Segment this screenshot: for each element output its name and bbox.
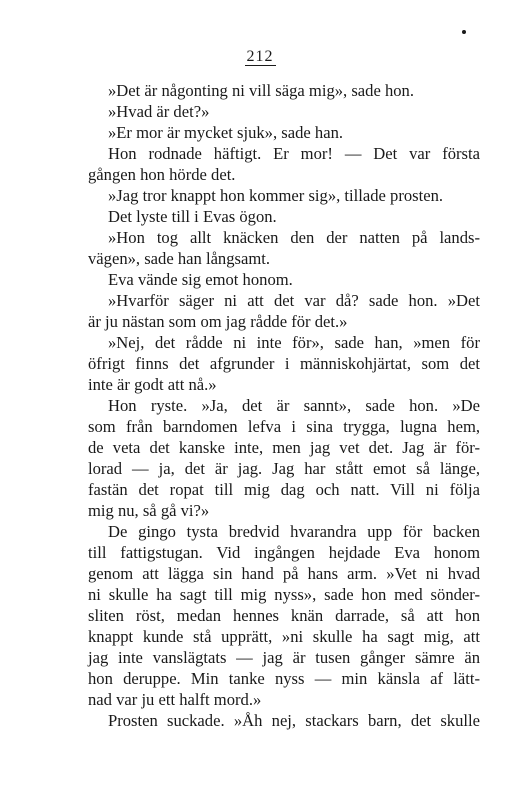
ink-speck: [462, 30, 466, 34]
body-text: [88, 80, 480, 731]
text-line: som från barndomen lefva i sina trygga, lugna hem,: [88, 417, 480, 436]
text-line: de veta det kanske inte, men jag vet det. Jag är för-: [88, 438, 480, 457]
text-line: »Hvad är det?»: [108, 102, 210, 121]
text-line: inte är godt att nå.»: [88, 375, 217, 394]
text-line: Eva vände sig emot honom.: [108, 270, 293, 289]
text-line: nad var ju ett halft mord.»: [88, 690, 262, 709]
text-line: ni skulle ha sagt till mig nyss», sade hon med sönder-: [88, 585, 480, 604]
text-line: till fattigstugan. Vid ingången hejdade Eva honom: [88, 543, 480, 562]
text-line: Det lyste till i Evas ögon.: [108, 207, 277, 226]
text-line: är ju nästan som om jag rådde för det.»: [88, 312, 348, 331]
text-line: öfrigt finns det afgrunder i människohjärtat, som det: [88, 354, 480, 373]
text-line: »Det är någonting ni vill säga mig», sade hon.: [108, 81, 415, 100]
page-number: [0, 48, 520, 66]
text-line: »Jag tror knappt hon kommer sig», tillade prosten.: [108, 186, 444, 205]
page-number-text: 212: [246, 48, 274, 65]
text-line: mig nu, så gå vi?»: [88, 501, 210, 520]
text-line: hon deruppe. Min tanke nyss — min känsla af lätt-: [88, 669, 480, 688]
text-line: gången hon hörde det.: [88, 165, 236, 184]
text-line: »Er mor är mycket sjuk», sade han.: [108, 123, 344, 142]
text-line: De gingo tysta bredvid hvarandra upp för backen: [108, 522, 480, 541]
text-line: Hon rodnade häftigt. Er mor! — Det var första: [108, 144, 480, 163]
text-line: »Nej, det rådde ni inte för», sade han, »men för: [108, 333, 480, 352]
text-line: Hon ryste. »Ja, det är sannt», sade hon. »De: [108, 396, 480, 415]
text-line: Prosten suckade. »Åh nej, stackars barn, det skulle: [108, 711, 480, 730]
text-line: genom att lägga sin hand på hans arm. »Vet ni hvad: [88, 564, 480, 583]
text-line: jag inte vanslägtats — jag är tusen gånger sämre än: [88, 648, 480, 667]
text-line: »Hon tog allt knäcken den der natten på lands-: [108, 228, 480, 247]
text-line: vägen», sade han långsamt.: [88, 249, 271, 268]
text-line: knappt kunde stå upprätt, »ni skulle ha sagt mig, att: [88, 627, 480, 646]
text-line: »Hvarför säger ni att det var då? sade hon. »Det: [108, 291, 480, 310]
text-line: sliten röst, medan hennes knän darrade, så att hon: [88, 606, 480, 625]
text-line: fastän det ropat till mig dag och natt. Vill ni följa: [88, 480, 480, 499]
text-line: lorad — ja, det är jag. Jag har stått emot så länge,: [88, 459, 480, 478]
